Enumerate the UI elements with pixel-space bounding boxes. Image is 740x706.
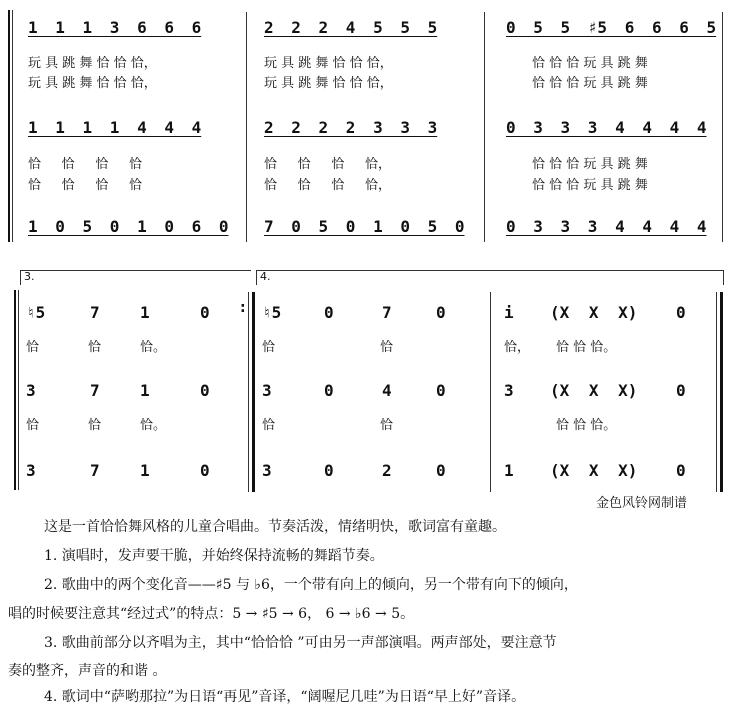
barline (248, 292, 249, 492)
barline (484, 12, 485, 242)
note: 2 (382, 461, 392, 480)
note: 7 (90, 303, 100, 322)
repeat-dots: : (240, 300, 246, 316)
volta-label-3: 3. (24, 270, 35, 283)
lyric: 恰 (262, 340, 276, 355)
note: ♮5 (262, 303, 282, 322)
note: 1 (140, 461, 150, 480)
lyric-line: 恰 恰 恰 玩 具 跳 舞 (532, 178, 648, 193)
note: 0 (676, 303, 686, 322)
lyric: 恰。 (140, 340, 167, 355)
system-bracket (14, 290, 16, 490)
lyric-line: 玩 具 跳 舞 恰 恰 恰， (264, 56, 393, 71)
note: 3 (262, 461, 272, 480)
measure-notes: 0 5 5 ♯5 6 6 6 5 (506, 18, 717, 37)
measure-notes: 1 1 1 1 4 4 4 (28, 118, 202, 137)
note: 3 (26, 381, 36, 400)
note: 3 (262, 381, 272, 400)
note: 0 (676, 381, 686, 400)
lyric-line: 恰 恰 恰 玩 具 跳 舞 (532, 76, 648, 91)
lyric: 恰 (262, 418, 276, 433)
lyric: 恰 恰 恰。 (556, 340, 617, 355)
note: 0 (324, 461, 334, 480)
system-bracket (8, 10, 10, 242)
barline (246, 12, 247, 242)
measure-notes: 2 2 2 4 5 5 5 (264, 18, 438, 37)
note: 1 (140, 381, 150, 400)
lyric: 恰 (26, 418, 40, 433)
lyric-line: 恰 恰 恰 恰 (28, 157, 142, 172)
lyric: 恰 (380, 340, 394, 355)
barline (716, 292, 717, 492)
lyric: 恰， (504, 340, 531, 355)
note: 3 (504, 381, 514, 400)
note: 1 (140, 303, 150, 322)
note-4: 4. 歌词中“萨哟那拉”为日语“再见”音译，“阔喔尼几哇”为日语“早上好”音译。 (44, 689, 526, 705)
measure-notes: 1 0 5 0 1 0 6 0 (28, 217, 229, 236)
lyric-line: 玩 具 跳 舞 恰 恰 恰， (28, 56, 157, 71)
measure-notes: 7 0 5 0 1 0 5 0 (264, 217, 465, 236)
system-bracket-line (12, 10, 13, 242)
note: 4 (382, 381, 392, 400)
note: 3 (26, 461, 36, 480)
note-3-line-2: 奏的整齐，声音的和谐 。 (8, 663, 167, 679)
barline (490, 292, 491, 492)
lyric: 恰 (88, 340, 102, 355)
lyric: 恰 (380, 418, 394, 433)
lyric-line: 恰 恰 恰 玩 具 跳 舞 (532, 157, 648, 172)
note: 1 (504, 461, 514, 480)
barline (722, 12, 723, 242)
lyric-line: 恰 恰 恰 恰， (264, 178, 391, 193)
note-group: (X X X) (550, 461, 638, 480)
note: i (504, 303, 514, 322)
note: 7 (382, 303, 392, 322)
note: 0 (200, 303, 210, 322)
lyric: 恰 (88, 418, 102, 433)
note: ♮5 (26, 303, 46, 322)
measure-notes: 2 2 2 2 3 3 3 (264, 118, 438, 137)
lyric-line: 玩 具 跳 舞 恰 恰 恰， (264, 76, 393, 91)
lyric-line: 恰 恰 恰 玩 具 跳 舞 (532, 56, 648, 71)
note: 7 (90, 461, 100, 480)
measure-notes: 0 3 3 3 4 4 4 4 (506, 118, 707, 137)
note: 7 (90, 381, 100, 400)
note-group: (X X X) (550, 381, 638, 400)
lyric: 恰 恰 恰。 (556, 418, 617, 433)
volta-bracket-3 (20, 270, 251, 285)
barline-final (720, 292, 723, 492)
measure-notes: 1 1 1 3 6 6 6 (28, 18, 202, 37)
note: 0 (436, 461, 446, 480)
note-1: 1. 演唱时，发声要干脆，并始终保持流畅的舞蹈节奏。 (44, 548, 384, 564)
barline-thick (252, 292, 255, 492)
note: 0 (436, 381, 446, 400)
lyric-line: 玩 具 跳 舞 恰 恰 恰， (28, 76, 157, 91)
volta-bracket-4 (256, 270, 724, 285)
system-bracket-line (18, 290, 19, 490)
note-3-line-1: 3. 歌曲前部分以齐唱为主，其中“恰恰恰 ”可由另一声部演唱。两声部处，要注意节 (44, 635, 557, 651)
lyric-line: 恰 恰 恰 恰 (28, 178, 142, 193)
note-2-line-2: 唱的时候要注意其“经过式”的特点：5 → ♯5 → 6， 6 → ♭6 → 5。 (8, 606, 415, 622)
score-credit: 金色风铃网制谱 (596, 496, 688, 511)
note: 0 (436, 303, 446, 322)
note-2-line-1: 2. 歌曲中的两个变化音——♯5 与 ♭6，一个带有向上的倾向，另一个带有向下的倾向， (44, 577, 578, 593)
lyric-line: 恰 恰 恰 恰， (264, 157, 391, 172)
note-group: (X X X) (550, 303, 638, 322)
measure-notes: 0 3 3 3 4 4 4 4 (506, 217, 707, 236)
intro-paragraph: 这是一首恰恰舞风格的儿童合唱曲。节奏活泼，情绪明快，歌词富有童趣。 (44, 519, 506, 535)
note: 0 (324, 381, 334, 400)
lyric: 恰 (26, 340, 40, 355)
note: 0 (200, 381, 210, 400)
note: 0 (676, 461, 686, 480)
lyric: 恰。 (140, 418, 167, 433)
note: 0 (324, 303, 334, 322)
note: 0 (200, 461, 210, 480)
volta-label-4: 4. (260, 270, 271, 283)
